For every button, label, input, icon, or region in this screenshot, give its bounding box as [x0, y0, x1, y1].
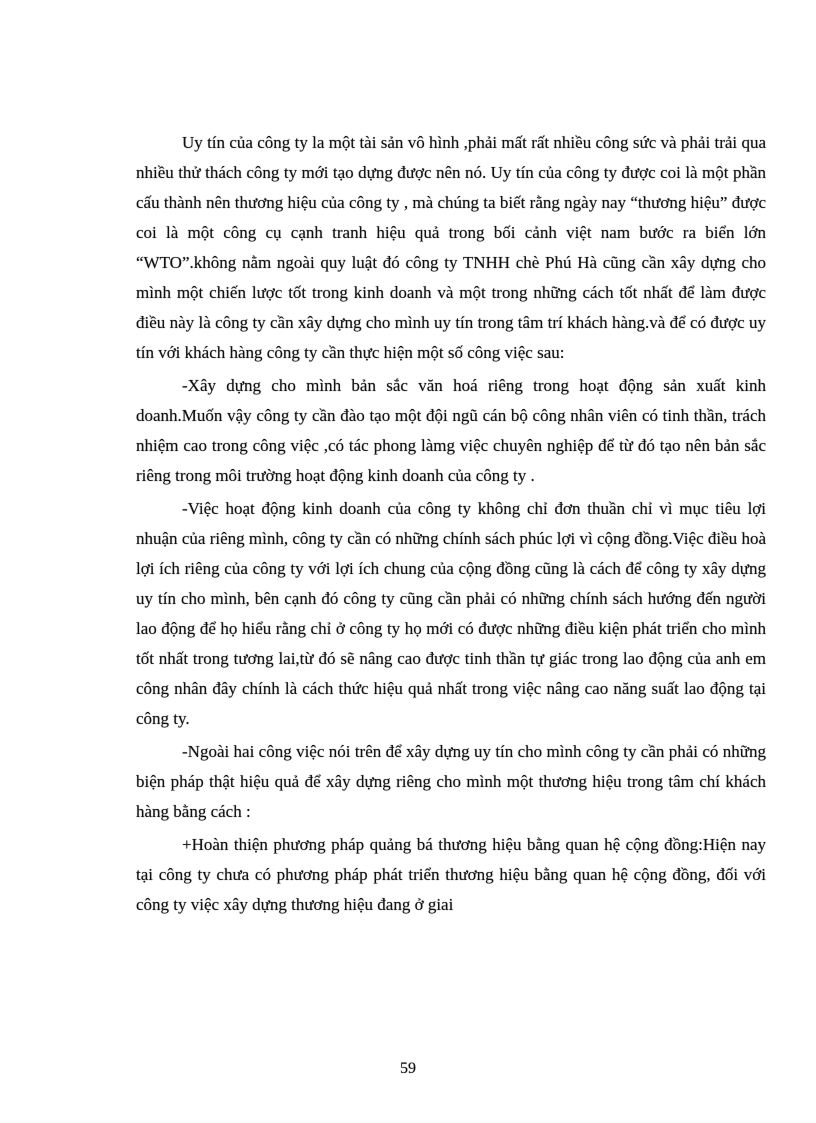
paragraph-1: Uy tín của công ty la một tài sản vô hình ,phải mất rất nhiều công sức và phải trải qua nhiều thử thách công ty mới tạo dựng được nên nó. Uy tín của công ty được coi là một phần cấu thành nên thương hiệu của công ty , mà chúng ta biết rằng ngày nay “thương hiệu” được coi là một công cụ cạnh tranh hiệu quả trong bối cảnh việt nam bước ra biển lớn “WTO”.không nằm ngoài quy luật đó công ty TNHH chè Phú Hà cũng cần xây dựng cho mình một chiến lược tốt trong kinh doanh và một trong những cách tốt nhất để làm được điều này là công ty cần xây dựng cho mình uy tín trong tâm trí khách hàng.và để có được uy tín với khách hàng công ty cần thực hiện một số công việc sau:: [136, 133, 766, 362]
paragraph-4: -Ngoài hai công việc nói trên để xây dựng uy tín cho mình công ty cần phải có những biện pháp thật hiệu quả để xây dựng riêng cho mình một thương hiệu trong tâm chí khách hàng bằng cách :: [136, 742, 766, 821]
paragraph-2: -Xây dựng cho mình bản sắc văn hoá riêng trong hoạt động sản xuất kinh doanh.Muốn vậy công ty cần đào tạo một đội ngũ cán bộ công nhân viên có tinh thần, trách nhiệm cao trong công việc ,có tác phong làmg việc chuyên nghiệp để từ đó tạo nên bản sắc riêng trong môi trường hoạt động kinh doanh của công ty .: [136, 376, 766, 485]
page-number: 59: [400, 1060, 416, 1077]
paragraph-3: -Việc hoạt động kinh doanh của công ty không chỉ đơn thuần chỉ vì mục tiêu lợi nhuận của riêng mình, công ty cần có những chính sách phúc lợi vì cộng đồng.Việc điều hoà lợi ích riêng của công ty với lợi ích chung của cộng đồng cũng là cách để công ty xây dựng uy tín cho mình, bên cạnh đó công ty cũng cần phải có những chính sách hướng đến người lao động để họ hiểu rằng chỉ ở công ty họ mới có được những điều kiện phát triển cho mình tốt nhất trong tương lai,từ đó sẽ nâng cao được tinh thần tự giác trong lao động của anh em công nhân đây chính là cách thức hiệu quả nhất trong việc nâng cao năng suất lao động tại công ty.: [136, 499, 766, 728]
paragraph-5: +Hoàn thiện phương pháp quảng bá thương hiệu bằng quan hệ cộng đồng:Hiện nay tại công ty chưa có phương pháp phát triển thương hiệu bằng quan hệ cộng đồng, đối với công ty việc xây dựng thương hiệu đang ở giai: [136, 835, 766, 914]
body-text: [136, 128, 766, 923]
